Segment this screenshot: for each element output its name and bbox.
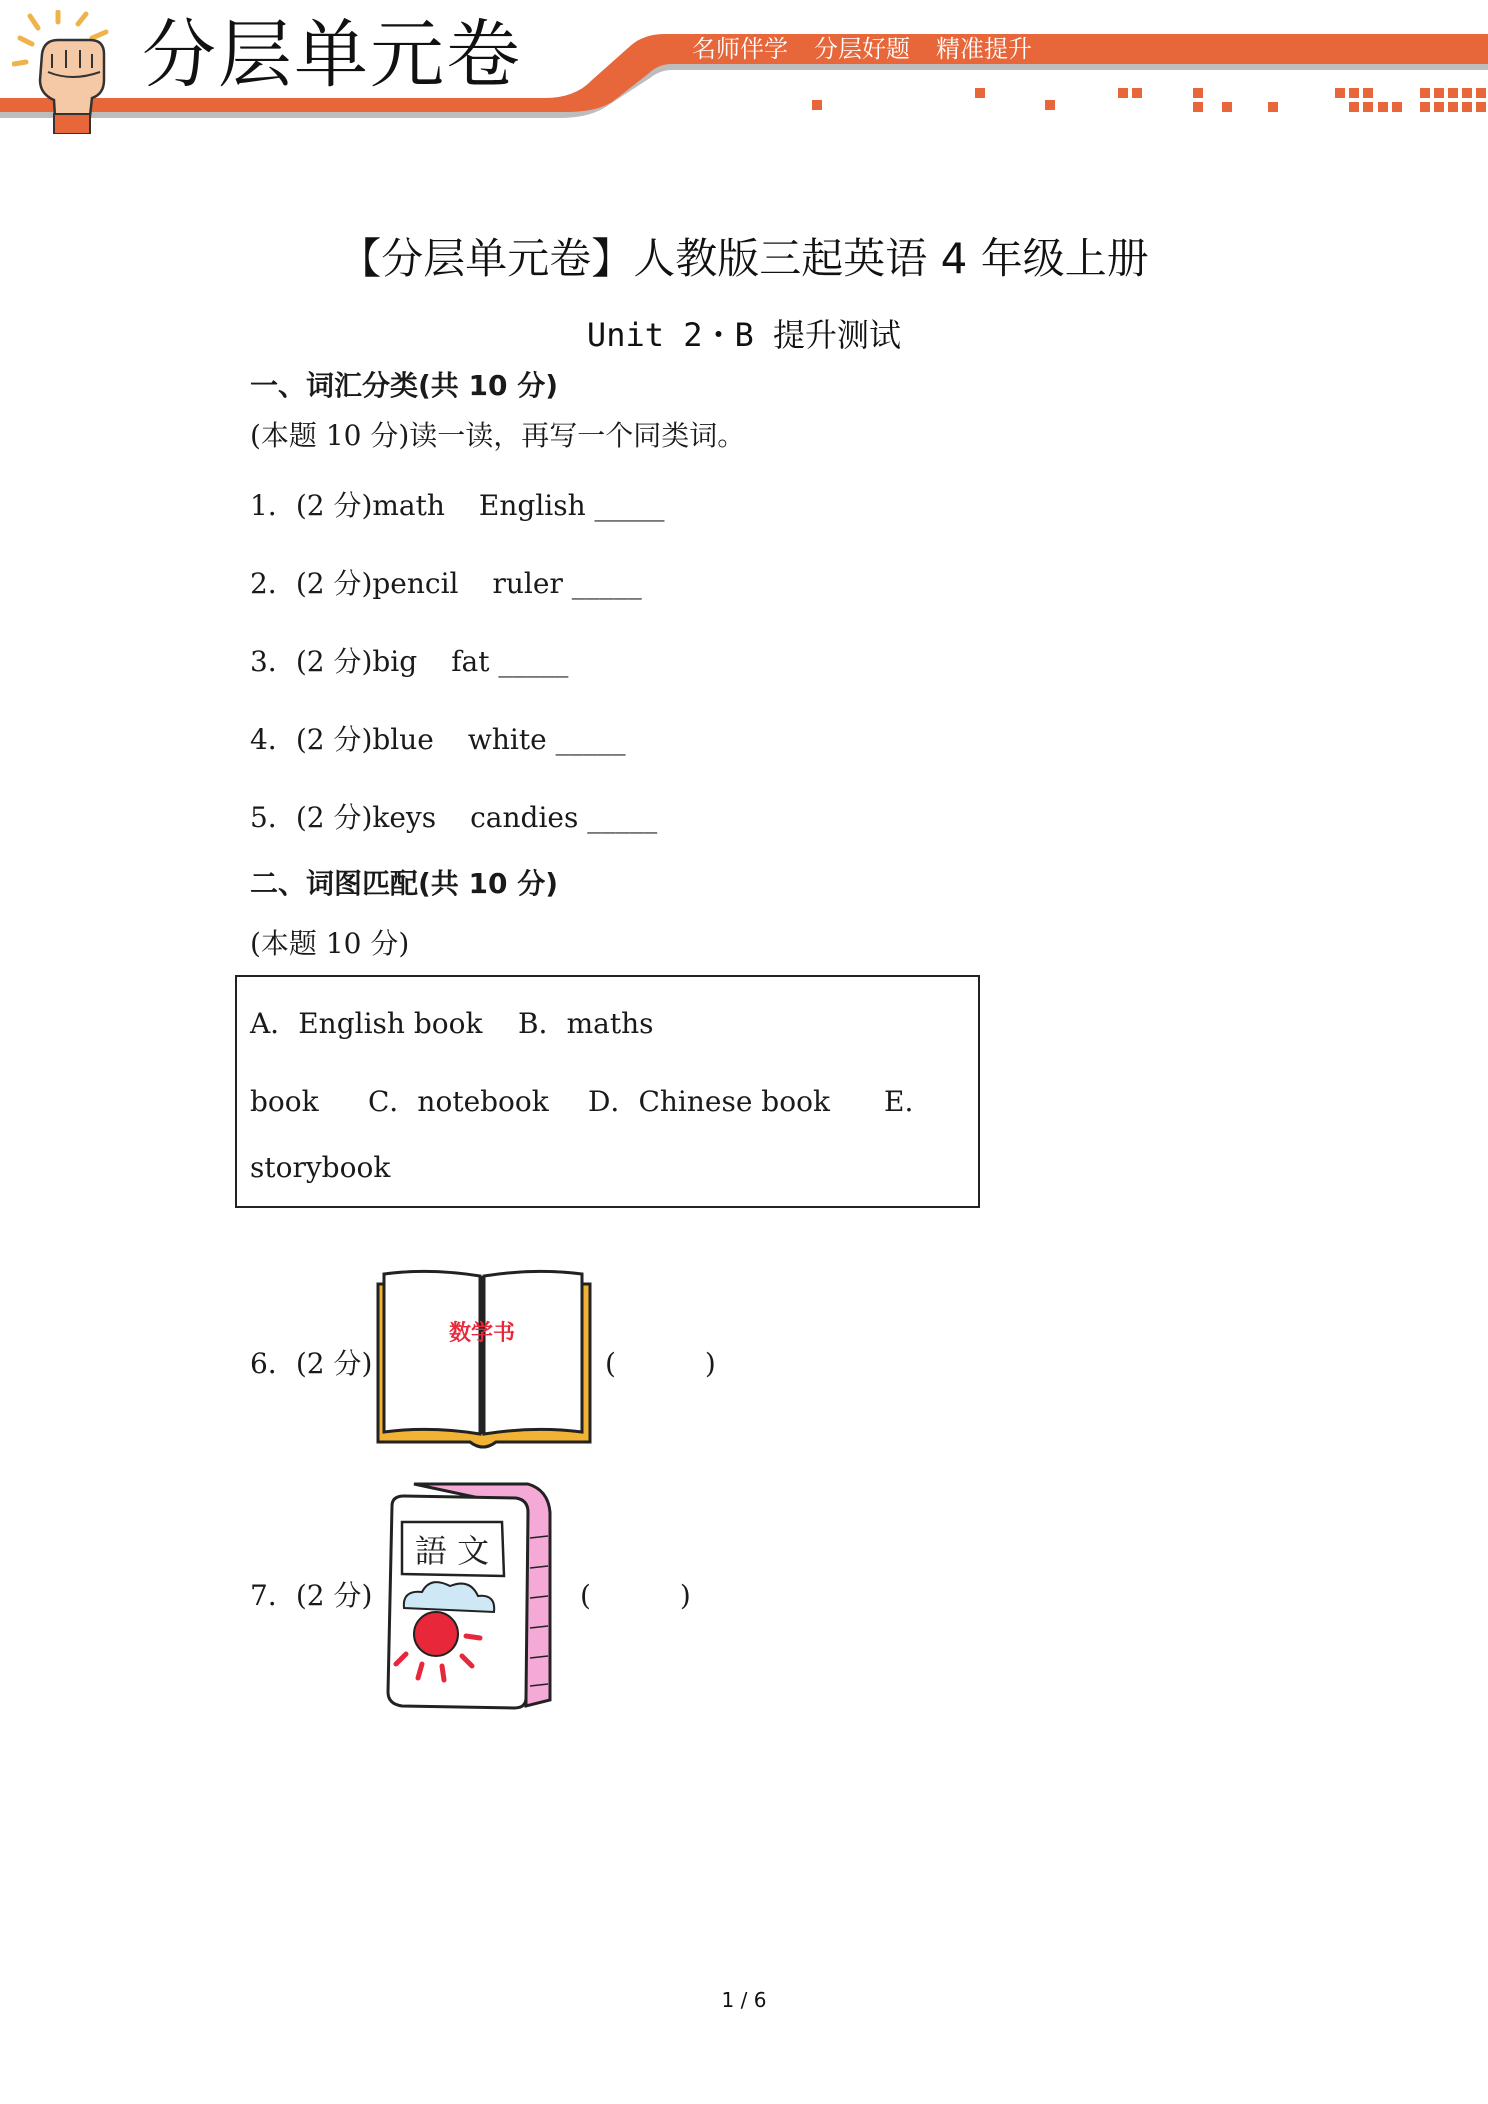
option-b-cont: book — [250, 1085, 319, 1118]
section2-heading: 二、词图匹配(共 10 分) — [250, 867, 559, 900]
chinese-book-label: 語 文 — [414, 1532, 490, 1570]
question-2 — [250, 567, 642, 600]
answer-blank[interactable]: _____ — [498, 645, 569, 678]
question-word: ruler — [492, 567, 563, 600]
slogan-2: 分层好题 — [814, 35, 910, 63]
question-word: fat — [451, 645, 490, 678]
answer-blank[interactable]: _____ — [587, 801, 658, 834]
slogan-1: 名师伴学 — [692, 35, 788, 63]
maths-book-label: 数学书 — [448, 1321, 516, 1346]
option-b: B．maths — [518, 1007, 654, 1040]
question-4 — [250, 723, 626, 756]
question-word: candies — [470, 801, 579, 834]
option-c: C．notebook — [368, 1085, 549, 1118]
question-label: 5．(2 分)keys — [250, 801, 437, 834]
question-7-answer[interactable]: ( ) — [580, 1579, 691, 1612]
option-a: A．English book — [250, 1007, 483, 1040]
question-word: English — [478, 489, 586, 522]
option-e: E. — [884, 1085, 914, 1118]
section1-heading: 一、词汇分类(共 10 分) — [250, 369, 559, 402]
question-7-label: 7．(2 分) — [250, 1579, 373, 1612]
question-label: 4．(2 分)blue — [250, 723, 434, 756]
chinese-book-image — [378, 1478, 558, 1712]
question-6-label: 6．(2 分) — [250, 1347, 373, 1380]
slogan-3: 精准提升 — [936, 35, 1032, 63]
section1-instruction: (本题 10 分)读一读，再写一个同类词。 — [250, 419, 746, 452]
answer-blank[interactable]: _____ — [571, 567, 642, 600]
question-1 — [250, 489, 665, 522]
maths-book-image — [370, 1266, 596, 1452]
question-label: 1．(2 分)math — [250, 489, 445, 522]
question-3 — [250, 645, 569, 678]
brand-title: 分层单元卷 — [142, 12, 522, 98]
option-d: D．Chinese book — [588, 1085, 830, 1118]
fist-icon — [12, 10, 130, 134]
page-number: 1 / 6 — [721, 1988, 767, 2012]
question-word: white — [467, 723, 547, 756]
page-subtitle: Unit 2・B 提升测试 — [586, 316, 902, 354]
page-title: 【分层单元卷】人教版三起英语 4 年级上册 — [339, 234, 1149, 283]
section2-instruction: (本题 10 分) — [250, 927, 410, 960]
question-6-answer[interactable]: ( ) — [605, 1347, 716, 1380]
answer-blank[interactable]: _____ — [555, 723, 626, 756]
slogan-bar — [692, 37, 1032, 61]
answer-blank[interactable]: _____ — [594, 489, 665, 522]
header-banner — [0, 0, 1488, 140]
option-e-cont: storybook — [250, 1151, 391, 1184]
question-label: 2．(2 分)pencil — [250, 567, 459, 600]
question-label: 3．(2 分)big — [250, 645, 418, 678]
question-5 — [250, 801, 658, 834]
